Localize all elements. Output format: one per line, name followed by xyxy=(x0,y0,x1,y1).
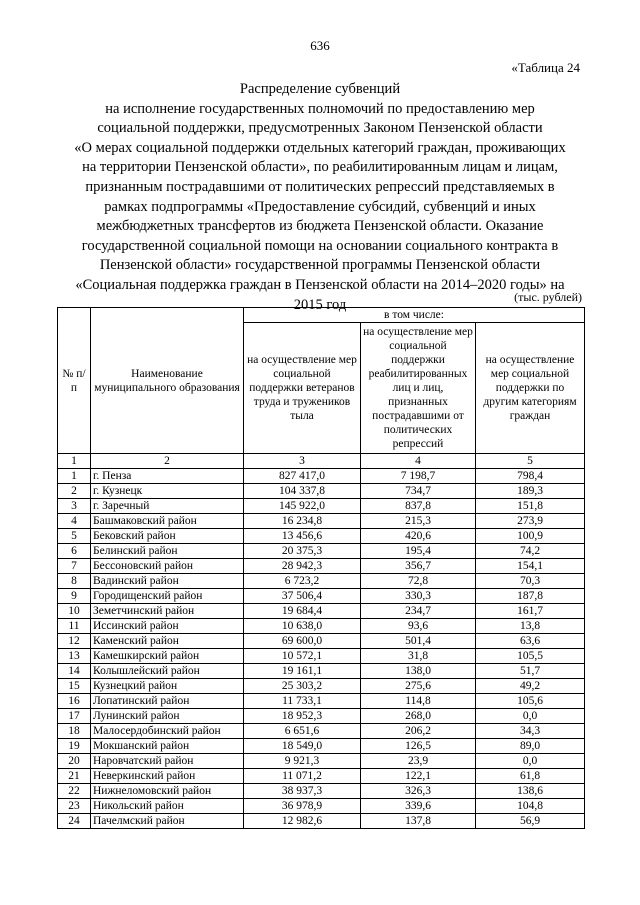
rehabilitated-amount: 137,8 xyxy=(361,814,476,829)
table-row xyxy=(58,679,585,694)
veterans-amount: 10 572,1 xyxy=(244,649,361,664)
table-row xyxy=(58,754,585,769)
row-number: 4 xyxy=(58,514,91,529)
veterans-amount: 10 638,0 xyxy=(244,619,361,634)
title-line: государственной социальной помощи на основании социального контракта в xyxy=(81,237,559,254)
rehabilitated-amount: 138,0 xyxy=(361,664,476,679)
table-row xyxy=(58,694,585,709)
rehabilitated-amount: 126,5 xyxy=(361,739,476,754)
table-row xyxy=(58,814,585,829)
table-row xyxy=(58,799,585,814)
veterans-amount: 12 982,6 xyxy=(244,814,361,829)
veterans-amount: 11 071,2 xyxy=(244,769,361,784)
colnum: 1 xyxy=(58,454,91,469)
rehabilitated-amount: 734,7 xyxy=(361,484,476,499)
municipality-name: Вадинский район xyxy=(91,574,244,589)
row-number: 11 xyxy=(58,619,91,634)
subventions-table xyxy=(57,307,585,829)
other-categories-amount: 74,2 xyxy=(476,544,585,559)
table-row xyxy=(58,739,585,754)
rehabilitated-amount: 31,8 xyxy=(361,649,476,664)
other-categories-amount: 151,8 xyxy=(476,499,585,514)
other-categories-amount: 51,7 xyxy=(476,664,585,679)
veterans-amount: 19 684,4 xyxy=(244,604,361,619)
other-categories-amount: 798,4 xyxy=(476,469,585,484)
row-number: 7 xyxy=(58,559,91,574)
other-categories-amount: 105,5 xyxy=(476,649,585,664)
municipality-name: г. Пенза xyxy=(91,469,244,484)
veterans-amount: 20 375,3 xyxy=(244,544,361,559)
veterans-amount: 16 234,8 xyxy=(244,514,361,529)
row-number: 2 xyxy=(58,484,91,499)
rehabilitated-amount: 501,4 xyxy=(361,634,476,649)
rehabilitated-amount: 837,8 xyxy=(361,499,476,514)
row-number: 12 xyxy=(58,634,91,649)
municipality-name: Лунинский район xyxy=(91,709,244,724)
other-categories-amount: 273,9 xyxy=(476,514,585,529)
title-line: Распределение субвенций xyxy=(239,81,401,97)
title-line: на территории Пензенской области», по реабилитированным лицам и лицам, xyxy=(82,159,558,176)
row-number: 24 xyxy=(58,814,91,829)
other-categories-amount: 89,0 xyxy=(476,739,585,754)
rehabilitated-amount: 122,1 xyxy=(361,769,476,784)
header-col4: на осуществление мер социальной поддержки реабилитированных лиц и лиц, признанных пострадавшими от политических репрессий xyxy=(361,323,476,454)
table-row xyxy=(58,514,585,529)
row-number: 10 xyxy=(58,604,91,619)
row-number: 13 xyxy=(58,649,91,664)
row-number: 16 xyxy=(58,694,91,709)
veterans-amount: 104 337,8 xyxy=(244,484,361,499)
rehabilitated-amount: 275,6 xyxy=(361,679,476,694)
row-number: 18 xyxy=(58,724,91,739)
header-including: в том числе: xyxy=(244,308,585,323)
municipality-name: Городищенский район xyxy=(91,589,244,604)
municipality-name: Камешкирский район xyxy=(91,649,244,664)
table-row xyxy=(58,589,585,604)
row-number: 21 xyxy=(58,769,91,784)
row-number: 14 xyxy=(58,664,91,679)
municipality-name: Неверкинский район xyxy=(91,769,244,784)
municipality-name: Бессоновский район xyxy=(91,559,244,574)
municipality-name: г. Кузнецк xyxy=(91,484,244,499)
row-number: 8 xyxy=(58,574,91,589)
rehabilitated-amount: 206,2 xyxy=(361,724,476,739)
title-line: межбюджетных трансфертов из бюджета Пензенской области. Оказание xyxy=(96,218,544,235)
table-row xyxy=(58,784,585,799)
other-categories-amount: 104,8 xyxy=(476,799,585,814)
veterans-amount: 9 921,3 xyxy=(244,754,361,769)
header-name: Наименование муниципального образования xyxy=(91,308,244,454)
title-line: Пензенской области» государственной программы Пензенской области xyxy=(99,257,541,274)
municipality-name: Башмаковский район xyxy=(91,514,244,529)
veterans-amount: 18 549,0 xyxy=(244,739,361,754)
units-label: (тыс. рублей) xyxy=(514,290,582,304)
table-row xyxy=(58,559,585,574)
table-row xyxy=(58,619,585,634)
municipality-name: Бековский район xyxy=(91,529,244,544)
table-row xyxy=(58,724,585,739)
veterans-amount: 36 978,9 xyxy=(244,799,361,814)
veterans-amount: 37 506,4 xyxy=(244,589,361,604)
table-row xyxy=(58,544,585,559)
rehabilitated-amount: 234,7 xyxy=(361,604,476,619)
header-num: № п/п xyxy=(58,308,91,454)
veterans-amount: 69 600,0 xyxy=(244,634,361,649)
municipality-name: Иссинский район xyxy=(91,619,244,634)
row-number: 23 xyxy=(58,799,91,814)
veterans-amount: 827 417,0 xyxy=(244,469,361,484)
table-row xyxy=(58,469,585,484)
other-categories-amount: 49,2 xyxy=(476,679,585,694)
title-line: признанным пострадавшими от политических репрессий представляемых в xyxy=(85,178,555,195)
municipality-name: Пачелмский район xyxy=(91,814,244,829)
veterans-amount: 6 651,6 xyxy=(244,724,361,739)
municipality-name: Нижнеломовский район xyxy=(91,784,244,799)
rehabilitated-amount: 23,9 xyxy=(361,754,476,769)
other-categories-amount: 56,9 xyxy=(476,814,585,829)
municipality-name: Лопатинский район xyxy=(91,694,244,709)
row-number: 6 xyxy=(58,544,91,559)
rehabilitated-amount: 72,8 xyxy=(361,574,476,589)
title-line: социальной поддержки, предусмотренных Законом Пензенской области xyxy=(97,120,543,137)
table-row xyxy=(58,499,585,514)
other-categories-amount: 13,8 xyxy=(476,619,585,634)
other-categories-amount: 70,3 xyxy=(476,574,585,589)
veterans-amount: 13 456,6 xyxy=(244,529,361,544)
other-categories-amount: 154,1 xyxy=(476,559,585,574)
other-categories-amount: 0,0 xyxy=(476,754,585,769)
rehabilitated-amount: 114,8 xyxy=(361,694,476,709)
page-number: 636 xyxy=(310,38,330,53)
rehabilitated-amount: 7 198,7 xyxy=(361,469,476,484)
municipality-name: Каменский район xyxy=(91,634,244,649)
veterans-amount: 28 942,3 xyxy=(244,559,361,574)
rehabilitated-amount: 356,7 xyxy=(361,559,476,574)
veterans-amount: 18 952,3 xyxy=(244,709,361,724)
veterans-amount: 6 723,2 xyxy=(244,574,361,589)
other-categories-amount: 100,9 xyxy=(476,529,585,544)
municipality-name: Наровчатский район xyxy=(91,754,244,769)
title-line: «Социальная поддержка граждан в Пензенской области на 2014–2020 годы» на xyxy=(75,276,565,293)
document-title xyxy=(60,80,580,315)
table-row xyxy=(58,484,585,499)
veterans-amount: 19 161,1 xyxy=(244,664,361,679)
municipality-name: Никольский район xyxy=(91,799,244,814)
row-number: 19 xyxy=(58,739,91,754)
rehabilitated-amount: 339,6 xyxy=(361,799,476,814)
other-categories-amount: 138,6 xyxy=(476,784,585,799)
title-line: рамках подпрограммы «Предоставление субсидий, субвенций и иных xyxy=(104,198,536,215)
row-number: 5 xyxy=(58,529,91,544)
table-row xyxy=(58,664,585,679)
rehabilitated-amount: 330,3 xyxy=(361,589,476,604)
municipality-name: г. Заречный xyxy=(91,499,244,514)
row-number: 9 xyxy=(58,589,91,604)
colnum: 5 xyxy=(476,454,585,469)
rehabilitated-amount: 268,0 xyxy=(361,709,476,724)
other-categories-amount: 34,3 xyxy=(476,724,585,739)
municipality-name: Колышлейский район xyxy=(91,664,244,679)
other-categories-amount: 187,8 xyxy=(476,589,585,604)
column-numbers-row xyxy=(58,454,585,469)
table-row xyxy=(58,709,585,724)
table-row xyxy=(58,634,585,649)
other-categories-amount: 189,3 xyxy=(476,484,585,499)
title-line: 2015 год xyxy=(293,296,347,313)
title-line: на исполнение государственных полномочий по предоставлению мер xyxy=(105,100,535,117)
other-categories-amount: 105,6 xyxy=(476,694,585,709)
rehabilitated-amount: 195,4 xyxy=(361,544,476,559)
municipality-name: Мокшанский район xyxy=(91,739,244,754)
other-categories-amount: 0,0 xyxy=(476,709,585,724)
municipality-name: Земетчинский район xyxy=(91,604,244,619)
table-row xyxy=(58,649,585,664)
rehabilitated-amount: 420,6 xyxy=(361,529,476,544)
rehabilitated-amount: 326,3 xyxy=(361,784,476,799)
title-line: «О мерах социальной поддержки отдельных категорий граждан, проживающих xyxy=(74,139,566,156)
row-number: 15 xyxy=(58,679,91,694)
header-col5: на осуществление мер социальной поддержки по другим категориям граждан xyxy=(476,323,585,454)
veterans-amount: 145 922,0 xyxy=(244,499,361,514)
veterans-amount: 11 733,1 xyxy=(244,694,361,709)
other-categories-amount: 63,6 xyxy=(476,634,585,649)
table-row xyxy=(58,604,585,619)
colnum: 2 xyxy=(91,454,244,469)
row-number: 1 xyxy=(58,469,91,484)
rehabilitated-amount: 215,3 xyxy=(361,514,476,529)
rehabilitated-amount: 93,6 xyxy=(361,619,476,634)
municipality-name: Белинский район xyxy=(91,544,244,559)
row-number: 17 xyxy=(58,709,91,724)
table-row xyxy=(58,769,585,784)
other-categories-amount: 61,8 xyxy=(476,769,585,784)
table-row xyxy=(58,574,585,589)
other-categories-amount: 161,7 xyxy=(476,604,585,619)
colnum: 4 xyxy=(361,454,476,469)
veterans-amount: 25 303,2 xyxy=(244,679,361,694)
row-number: 22 xyxy=(58,784,91,799)
table-label: «Таблица 24 xyxy=(511,60,580,75)
municipality-name: Малосердобинский район xyxy=(91,724,244,739)
row-number: 3 xyxy=(58,499,91,514)
table-row xyxy=(58,529,585,544)
colnum: 3 xyxy=(244,454,361,469)
header-col3: на осуществление мер социальной поддержки ветеранов труда и тружеников тыла xyxy=(244,323,361,454)
municipality-name: Кузнецкий район xyxy=(91,679,244,694)
row-number: 20 xyxy=(58,754,91,769)
veterans-amount: 38 937,3 xyxy=(244,784,361,799)
